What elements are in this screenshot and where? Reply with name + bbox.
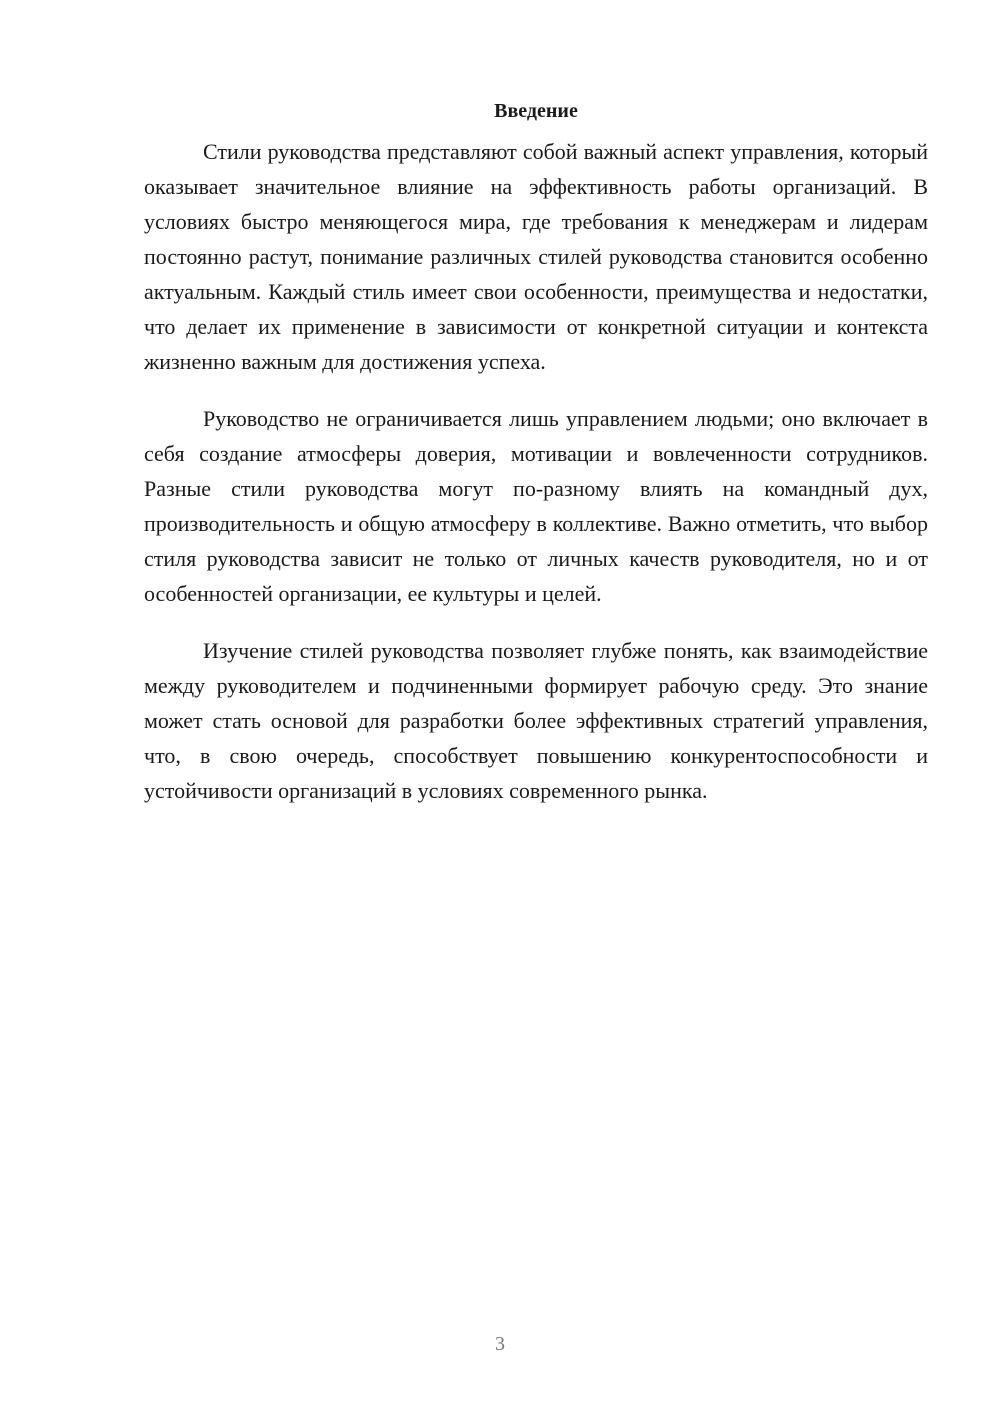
page-content <box>144 94 928 830</box>
paragraph-3: Изучение стилей руководства позволяет глубже понять, как взаимодействие между руководителем и подчиненными формирует рабочую среду. Это знание может стать основой для разработки более эффективных стратегий управления, что, в свою очередь, способствует повышению конкурентоспособности и устойчивости организаций в условиях современного рынка. <box>144 638 928 803</box>
page-number: 3 <box>495 1333 505 1355</box>
paragraph-1: Стили руководства представляют собой важный аспект управления, который оказывает значительное влияние на эффективность работы организаций. В условиях быстро меняющегося мира, где требования к менеджерам и лидерам постоянно растут, понимание различных стилей руководства становится особенно актуальным. Каждый стиль имеет свои особенности, преимущества и недостатки, что делает их применение в зависимости от конкретной ситуации и контекста жизненно важным для достижения успеха. <box>144 139 928 374</box>
section-title: Введение <box>494 100 578 122</box>
paragraph-2: Руководство не ограничивается лишь управлением людьми; оно включает в себя создание атмосферы доверия, мотивации и вовлеченности сотрудников. Разные стили руководства могут по-разному влиять на командный дух, производительность и общую атмосферу в коллективе. Важно отметить, что выбор стиля руководства зависит не только от личных качеств руководителя, но и от особенностей организации, ее культуры и целей. <box>144 406 928 606</box>
